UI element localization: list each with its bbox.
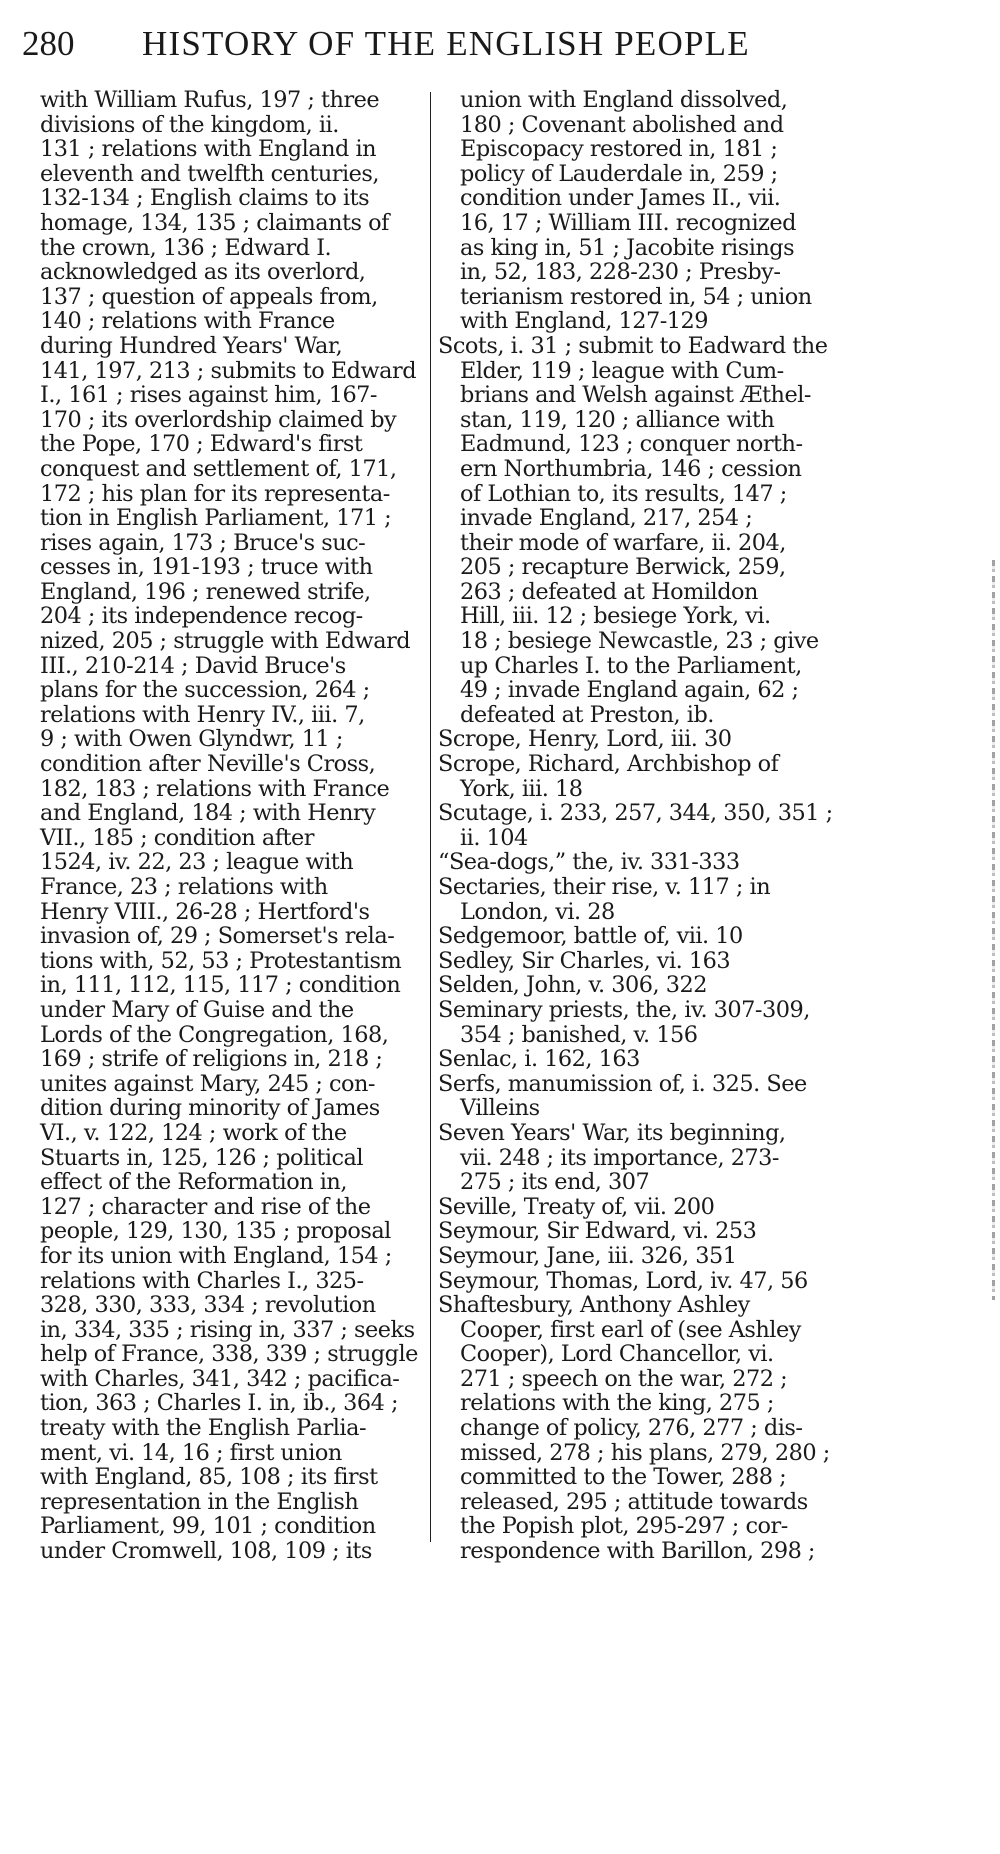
page-header: [22, 20, 842, 68]
index-line: 141, 197, 213 ; submits to Edward: [40, 357, 417, 384]
index-line: terianism restored in, 54 ; union: [460, 283, 812, 310]
index-entry: [438, 88, 843, 334]
index-line: 182, 183 ; relations with France: [40, 775, 390, 802]
index-line: unites against Mary, 245 ; con-: [40, 1070, 375, 1097]
index-line: as king in, 51 ; Jacobite risings: [460, 234, 795, 261]
index-line: 169 ; strife of religions in, 218 ;: [40, 1046, 383, 1073]
index-line: Scots, i. 31 ; submit to Eadward the: [438, 332, 828, 359]
index-line: acknowledged as its overlord,: [40, 259, 366, 286]
index-column-left: [40, 88, 422, 1564]
running-head: HISTORY OF THE ENGLISH PEOPLE: [142, 24, 750, 63]
index-line: defeated at Preston, ib.: [460, 701, 714, 728]
index-line: Seminary priests, the, iv. 307-309,: [438, 996, 810, 1023]
index-line: France, 23 ; relations with: [40, 874, 328, 900]
index-line: the Pope, 170 ; Edward's first: [40, 431, 363, 458]
index-line: 271 ; speech on the war, 272 ;: [460, 1365, 788, 1392]
index-line: condition after Neville's Cross,: [40, 751, 376, 778]
index-line: dition during minority of James: [40, 1095, 380, 1122]
index-line: divisions of the kingdom, ii.: [40, 111, 339, 138]
index-line: VI., v. 122, 124 ; work of the: [40, 1119, 347, 1146]
index-line: London, vi. 28: [460, 898, 615, 925]
index-entry: [438, 924, 843, 949]
index-line: vii. 248 ; its importance, 273-: [460, 1144, 779, 1171]
index-entry: [438, 1219, 843, 1244]
index-line: Sedgemoor, battle of, vii. 10: [438, 923, 743, 950]
index-line: of Lothian to, its results, 147 ;: [460, 480, 787, 507]
index-line: Eadmund, 123 ; conquer north-: [460, 431, 803, 458]
index-line: cesses in, 191-193 ; truce with: [40, 554, 373, 581]
index-entry: [438, 1195, 843, 1220]
index-line: in, 111, 112, 115, 117 ; condition: [40, 972, 401, 999]
index-line: 204 ; its independence recog-: [40, 603, 363, 630]
index-line: Cooper, first earl of (see Ashley: [460, 1316, 801, 1343]
index-entry: [438, 1121, 843, 1195]
index-line: Seven Years' War, its beginning,: [438, 1119, 786, 1146]
index-line: rises again, 173 ; Bruce's suc-: [40, 529, 366, 556]
index-line: Seymour, Jane, iii. 326, 351: [438, 1242, 737, 1269]
index-entry: [438, 801, 843, 850]
index-line: in, 52, 183, 228-230 ; Presby-: [460, 259, 781, 286]
index-line: respondence with Barillon, 298 ;: [460, 1538, 815, 1565]
index-line: 140 ; relations with France: [40, 308, 335, 335]
index-line: homage, 134, 135 ; claimants of: [40, 209, 389, 236]
index-line: III., 210-214 ; David Bruce's: [40, 652, 346, 679]
index-line: under Cromwell, 108, 109 ; its: [40, 1538, 372, 1565]
index-line: Selden, John, v. 306, 322: [438, 972, 707, 999]
index-line: Hill, iii. 12 ; besiege York, vi.: [460, 603, 771, 630]
index-line: 205 ; recapture Berwick, 259,: [460, 554, 786, 581]
index-line: Seymour, Sir Edward, vi. 253: [438, 1218, 757, 1245]
page-edge-shadow: [992, 560, 995, 1300]
index-line: Stuarts in, 125, 126 ; political: [40, 1144, 364, 1171]
index-line: released, 295 ; attitude towards: [460, 1488, 808, 1515]
index-line: VII., 185 ; condition after: [40, 824, 314, 851]
index-line: 49 ; invade England again, 62 ;: [460, 677, 799, 704]
index-line: 328, 330, 333, 334 ; revolution: [40, 1292, 376, 1319]
index-line: 180 ; Covenant abolished and: [460, 111, 784, 138]
index-line: 127 ; character and rise of the: [40, 1193, 371, 1220]
index-line: Serfs, manumission of, i. 325. See: [438, 1070, 807, 1097]
index-entry: [438, 1244, 843, 1269]
index-line: plans for the succession, 264 ;: [40, 677, 370, 704]
index-line: Seville, Treaty of, vii. 200: [438, 1193, 715, 1220]
index-line: ment, vi. 14, 16 ; first union: [40, 1439, 342, 1466]
index-line: effect of the Reformation in,: [40, 1169, 347, 1196]
index-line: Episcopacy restored in, 181 ;: [460, 136, 778, 163]
index-line: England, 196 ; renewed strife,: [40, 578, 371, 605]
index-line: Senlac, i. 162, 163: [438, 1046, 640, 1073]
index-line: Seymour, Thomas, Lord, iv. 47, 56: [438, 1267, 808, 1294]
index-line: 263 ; defeated at Homildon: [460, 578, 758, 605]
index-line: nized, 205 ; struggle with Edward: [40, 628, 411, 655]
index-line: Sedley, Sir Charles, vi. 163: [438, 947, 731, 974]
index-line: committed to the Tower, 288 ;: [460, 1464, 787, 1491]
index-line: relations with Henry IV., iii. 7,: [40, 701, 365, 728]
index-line: with England, 85, 108 ; its first: [40, 1464, 378, 1491]
index-line: the crown, 136 ; Edward I.: [40, 234, 332, 261]
index-line: change of policy, 276, 277 ; dis-: [460, 1415, 803, 1442]
index-line: with England, 127-129: [460, 308, 708, 335]
index-line: 131 ; relations with England in: [40, 136, 377, 163]
index-line: policy of Lauderdale in, 259 ;: [460, 160, 778, 187]
index-line: Lords of the Congregation, 168,: [40, 1021, 389, 1048]
index-column-right: [438, 88, 843, 1564]
index-line: 16, 17 ; William III. recognized: [460, 209, 796, 236]
index-line: up Charles I. to the Parliament,: [460, 652, 802, 679]
index-line: 170 ; its overlordship claimed by: [40, 406, 397, 433]
index-entry: [438, 875, 843, 924]
index-entry: [438, 949, 843, 974]
index-line: in, 334, 335 ; rising in, 337 ; seeks: [40, 1316, 415, 1343]
index-line: 354 ; banished, v. 156: [460, 1021, 698, 1048]
index-line: missed, 278 ; his plans, 279, 280 ;: [460, 1439, 830, 1466]
index-entry: [438, 334, 843, 728]
index-line: Henry VIII., 26-28 ; Hertford's: [40, 898, 370, 925]
index-line: 9 ; with Owen Glyndwr, 11 ;: [40, 726, 343, 753]
index-line: York, iii. 18: [460, 775, 583, 802]
index-line: stan, 119, 120 ; alliance with: [460, 406, 775, 433]
index-line: Elder, 119 ; league with Cum-: [460, 357, 784, 384]
index-line: with William Rufus, 197 ; three: [40, 87, 380, 113]
index-line: I., 161 ; rises against him, 167-: [40, 382, 377, 409]
index-line: the Popish plot, 295-297 ; cor-: [460, 1513, 788, 1540]
index-line: representation in the English: [40, 1488, 359, 1515]
index-line: Parliament, 99, 101 ; condition: [40, 1513, 376, 1540]
index-line: eleventh and twelfth centuries,: [40, 160, 379, 187]
index-line: ii. 104: [460, 824, 528, 851]
index-entry: [438, 973, 843, 998]
index-line: with Charles, 341, 342 ; pacifica-: [40, 1365, 400, 1392]
index-line: under Mary of Guise and the: [40, 996, 354, 1023]
index-line: Villeins: [460, 1095, 540, 1122]
index-line: ern Northumbria, 146 ; cession: [460, 455, 802, 482]
index-line: 18 ; besiege Newcastle, 23 ; give: [460, 628, 819, 655]
index-line: Shaftesbury, Anthony Ashley: [438, 1292, 750, 1319]
index-line: tion, 363 ; Charles I. in, ib., 364 ;: [40, 1390, 399, 1417]
index-line: 137 ; question of appeals from,: [40, 283, 378, 310]
index-line: conquest and settlement of, 171,: [40, 455, 397, 482]
index-entry: [438, 752, 843, 801]
index-line: invasion of, 29 ; Somerset's rela-: [40, 923, 395, 950]
index-line: during Hundred Years' War,: [40, 332, 343, 359]
index-line: invade England, 217, 254 ;: [460, 505, 753, 532]
index-entry: [438, 850, 843, 875]
index-line: tions with, 52, 53 ; Protestantism: [40, 947, 402, 974]
column-divider: [430, 92, 431, 1542]
index-entry: [438, 998, 843, 1047]
index-line: their mode of warfare, ii. 204,: [460, 529, 786, 556]
index-line: Scrope, Henry, Lord, iii. 30: [438, 726, 732, 753]
index-line: Scutage, i. 233, 257, 344, 350, 351 ;: [438, 800, 833, 827]
index-entry: [438, 1047, 843, 1072]
index-line: Cooper), Lord Chancellor, vi.: [460, 1341, 774, 1368]
page-number: 280: [22, 24, 75, 63]
index-line: people, 129, 130, 135 ; proposal: [40, 1218, 391, 1245]
index-entry: [438, 727, 843, 752]
index-line: condition under James II., vii.: [460, 185, 781, 212]
index-line: relations with Charles I., 325-: [40, 1267, 364, 1294]
index-line: relations with the king, 275 ;: [460, 1390, 774, 1417]
index-line: 172 ; his plan for its representa-: [40, 480, 390, 507]
index-entry: [438, 1269, 843, 1294]
index-line: 275 ; its end, 307: [460, 1169, 650, 1196]
index-line: Scrope, Richard, Archbishop of: [438, 751, 779, 778]
index-line: 132-134 ; English claims to its: [40, 185, 370, 212]
index-line: and England, 184 ; with Henry: [40, 800, 376, 827]
index-line: treaty with the English Parlia-: [40, 1415, 367, 1442]
index-entry: [438, 1072, 843, 1121]
index-line: for its union with England, 154 ;: [40, 1242, 392, 1269]
index-line: brians and Welsh against Æthel-: [460, 382, 811, 409]
index-line: tion in English Parliament, 171 ;: [40, 505, 392, 532]
index-line: help of France, 338, 339 ; struggle: [40, 1341, 418, 1368]
index-line: Sectaries, their rise, v. 117 ; in: [438, 874, 771, 900]
index-line: “Sea-dogs,” the, iv. 331-333: [438, 849, 740, 876]
index-line: 1524, iv. 22, 23 ; league with: [40, 849, 354, 876]
index-line: union with England dissolved,: [460, 87, 788, 113]
index-entry: [438, 1293, 843, 1564]
